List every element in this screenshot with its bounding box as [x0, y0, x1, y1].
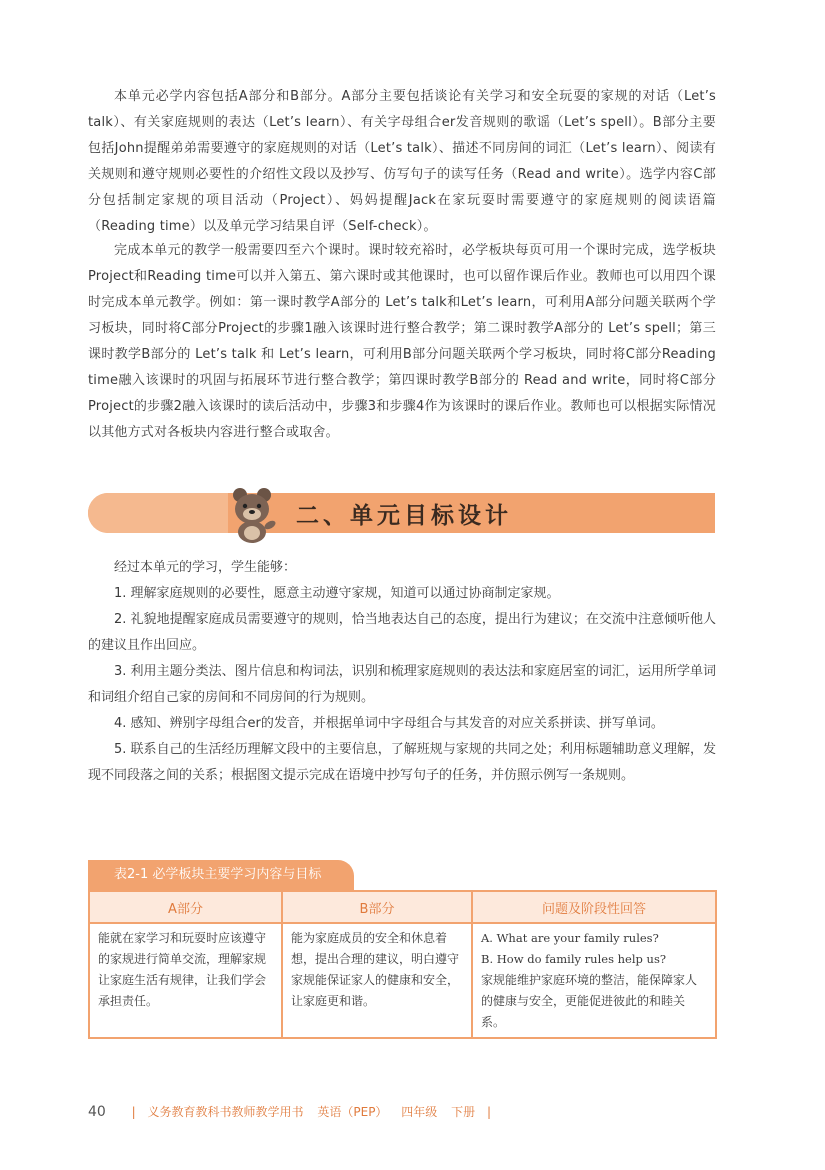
header-questions: 问题及阶段性回答 [472, 891, 716, 923]
intro-paragraph-1: 本单元必学内容包括A部分和B部分。A部分主要包括谈论有关学习和安全玩耍的家规的对话（Let’s talk）、有关家庭规则的表达（Let’s learn）、有关字母组合er发音规则的歌谣（Let’s spell）。B部分主要包括John提醒弟弟需要遵守的家庭规则的对话（Let’s talk）、描述不同房间的词汇（Let’s learn）、阅读有关规则和遵守规则必要性的介绍性文段以及抄写、仿写句子的读写任务（Read and write）。选学内容C部分包括制定家规的项目活动（Project）、妈妈提醒Jack在家玩耍时需要遵守的家庭规则的阅读语篇（Reading time）以及单元学习结果自评（Self-check）。 [88, 89, 716, 234]
footer-volume: 下册 [451, 1105, 476, 1119]
page-number: 40 [88, 1104, 106, 1120]
table-caption: 表2-1 必学板块主要学习内容与目标 [88, 860, 354, 890]
goal-item-2: 2. 礼貌地提醒家庭成员需要遵守的规则，恰当地表达自己的态度，提出行为建议；在交流中注意倾听他人的建议且作出回应。 [88, 612, 716, 653]
question-a: A. What are your family rules? [481, 931, 659, 945]
goals-lead: 经过本单元的学习，学生能够： [114, 560, 297, 575]
section-title: 二、单元目标设计 [296, 502, 512, 529]
footer-grade: 四年级 [401, 1105, 438, 1119]
goal-item-1: 1. 理解家庭规则的必要性，愿意主动遵守家规，知道可以通过协商制定家规。 [114, 586, 560, 601]
question-b: B. How do family rules help us? [481, 952, 667, 966]
header-part-b: B部分 [282, 891, 472, 923]
banner-cap [88, 493, 228, 533]
table-header-row [89, 891, 716, 923]
goal-table [88, 890, 717, 1039]
goal-item-4: 4. 感知、辨别字母组合er的发音，并根据单词中字母组合与其发音的对应关系拼读、拼写单词。 [114, 716, 664, 731]
table-row [89, 923, 716, 1038]
cell-part-b: 能为家庭成员的安全和休息着想，提出合理的建议，明白遵守家规能保证家人的健康和安全，让家庭更和谐。 [282, 923, 472, 1038]
bear-mascot-icon [222, 483, 282, 543]
intro-paragraph-2: 完成本单元的教学一般需要四至六个课时。课时较充裕时，必学板块每页可用一个课时完成，选学板块Project和Reading time可以并入第五、第六课时或其他课时，也可以留作课后作业。教师也可以用四个课时完成本单元教学。例如：第一课时教学A部分的 Let’s talk和Let’s learn，可利用A部分问题关联两个学习板块，同时将C部分Project的步骤1融入该课时进行整合教学；第二课时教学A部分的 Let’s spell；第三课时教学B部分的 Let’s talk 和 Let’s learn，可利用B部分问题关联两个学习板块，同时将C部分Reading time融入该课时的巩固与拓展环节进行整合教学；第四课时教学B部分的 Read and write，同时将C部分 Project的步骤2融入该课时的读后活动中，步骤3和步骤4作为该课时的课后作业。教师也可以根据实际情况以其他方式对各板块内容进行整合或取舍。 [88, 243, 716, 440]
goal-item-3: 3. 利用主题分类法、图片信息和构词法，识别和梳理家庭规则的表达法和家庭居室的词汇，运用所学单词和词组介绍自己家的房间和不同房间的行为规则。 [88, 664, 716, 705]
footer-series: 义务教育教科书教师教学用书 [147, 1105, 304, 1119]
page-footer: 40 | 义务教育教科书教师教学用书 英语（PEP） 四年级 下册 | [88, 1104, 491, 1120]
footer-subject: 英语（PEP） [317, 1105, 388, 1119]
goals-section [88, 555, 716, 789]
cell-questions [472, 923, 716, 1038]
header-part-a: A部分 [89, 891, 282, 923]
cell-part-a: 能就在家学习和玩耍时应该遵守的家规进行简单交流，理解家规让家庭生活有规律，让我们学会承担责任。 [89, 923, 282, 1038]
answer-text: 家规能维护家庭环境的整洁，能保障家人的健康与安全，更能促进彼此的和睦关系。 [481, 973, 698, 1029]
goal-item-5: 5. 联系自己的生活经历理解文段中的主要信息，了解班规与家规的共同之处；利用标题辅助意义理解，发现不同段落之间的关系；根据图文提示完成在语境中抄写句子的任务，并仿照示例写一条规则。 [88, 742, 716, 783]
